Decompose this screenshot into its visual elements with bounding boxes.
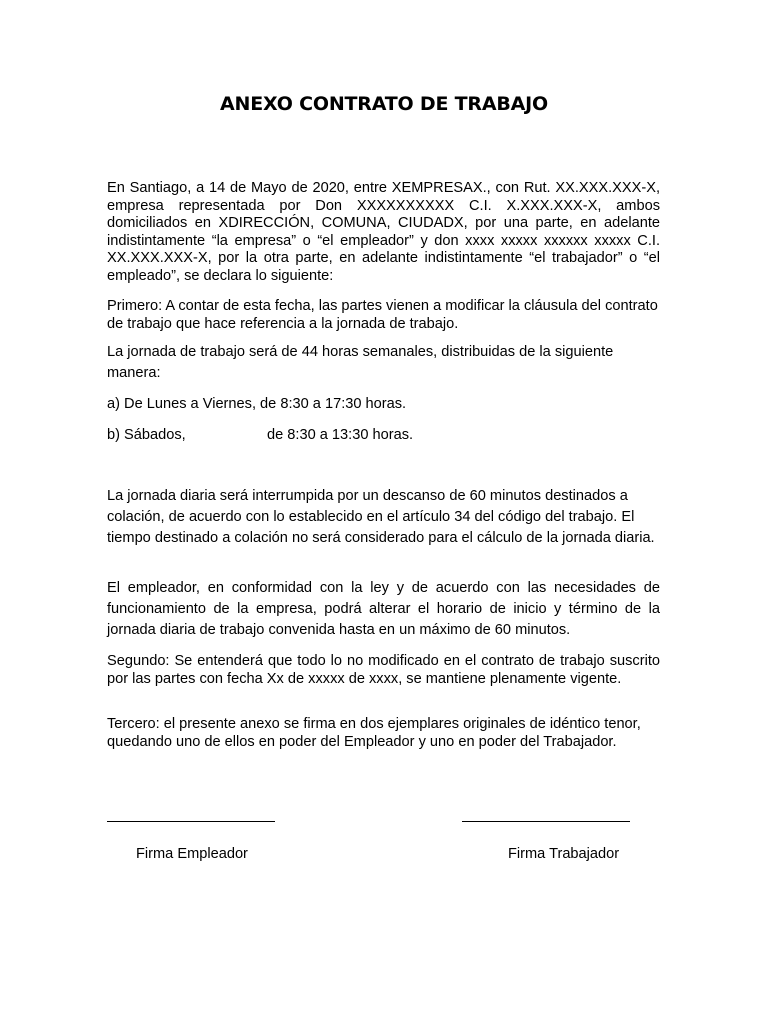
schedule-saturday-day: b) Sábados,: [107, 427, 186, 443]
clause-primero-paragraph: Primero: A contar de esta fecha, las partes vienen a modificar la cláusula del contrato de trabajo que hace referencia a la jornada de trabajo.: [107, 298, 658, 332]
clause-tercero-paragraph: Tercero: el presente anexo se firma en dos ejemplares originales de idéntico tenor, quedando uno de ellos en poder del Empleador y uno en poder del Trabajador.: [107, 716, 641, 750]
employer-adjustment-paragraph: El empleador, en conformidad con la ley y de acuerdo con las necesidades de funcionamiento de la empresa, podrá alterar el horario de inicio y término de la jornada diaria de trabajo convenida hasta en un máximo de 60 minutos.: [107, 580, 660, 638]
schedule-saturday: [107, 427, 660, 445]
employer-signature-label: Firma Empleador: [136, 846, 248, 862]
schedule-weekdays: a) De Lunes a Viernes, de 8:30 a 17:30 horas.: [107, 396, 407, 412]
break-paragraph: La jornada diaria será interrumpida por un descanso de 60 minutos destinados a colación, de acuerdo con lo establecido en el artículo 34 del código del trabajo. El tiempo destinado a colación no será considerado para el cálculo de la jornada diaria.: [107, 488, 655, 546]
worker-signature-line: [462, 821, 630, 822]
weekly-hours-paragraph: La jornada de trabajo será de 44 horas semanales, distribuidas de la siguiente manera:: [107, 344, 614, 381]
clause-segundo-paragraph: Segundo: Se entenderá que todo lo no modificado en el contrato de trabajo suscrito por las partes con fecha Xx de xxxxx de xxxx, se mantiene plenamente vigente.: [107, 653, 660, 687]
intro-paragraph: En Santiago, a 14 de Mayo de 2020, entre XEMPRESAX., con Rut. XX.XXX.XXX-X, empresa representada por Don XXXXXXXXXX C.I. X.XXX.XXX-X, ambos domiciliados en XDIRECCIÓN, COMUNA, CIUDADX, por una parte, en adelante indistintamente “la empresa” o “el empleador” y don xxxx xxxxx xxxxxx xxxxx C.I. XX.XXX.XXX-X, por la otra parte, en adelante indistintamente “el trabajador” o “el empleado”, se declara lo siguiente:: [107, 180, 660, 284]
schedule-saturday-hours: de 8:30 a 13:30 horas.: [267, 427, 414, 443]
employer-signature-line: [107, 821, 275, 822]
page-title: ANEXO CONTRATO DE TRABAJO: [220, 93, 548, 115]
worker-signature-label: Firma Trabajador: [508, 846, 620, 862]
